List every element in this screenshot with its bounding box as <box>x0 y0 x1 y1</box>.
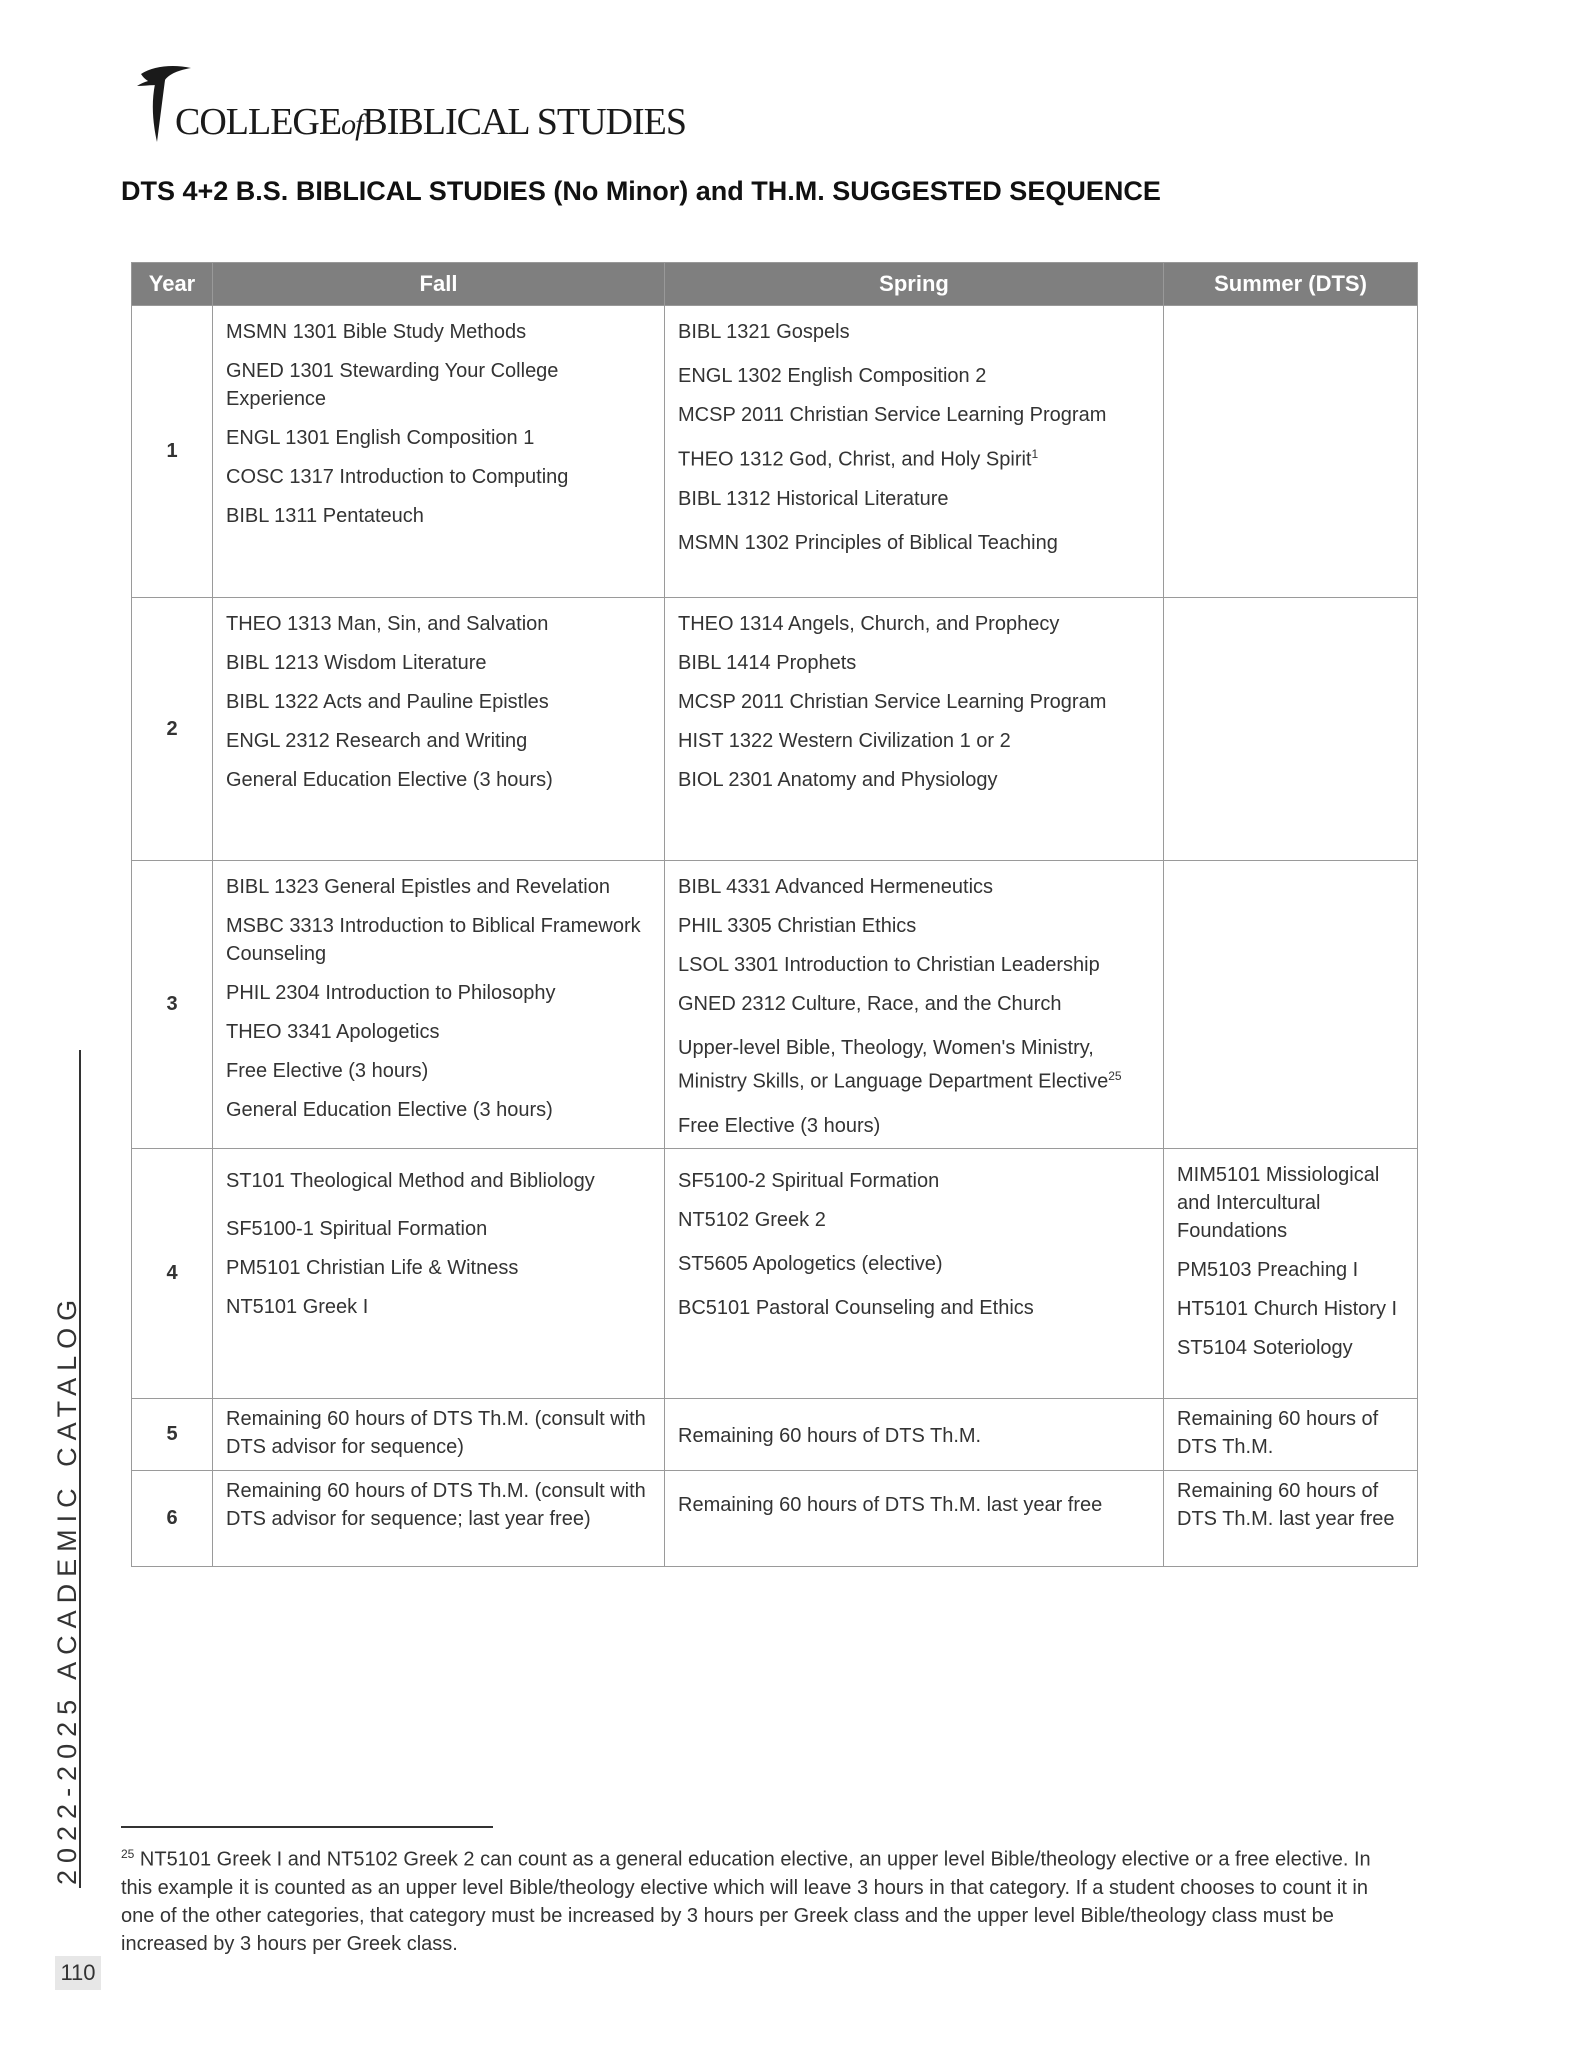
course-item: MCSP 2011 Christian Service Learning Program <box>678 404 1107 426</box>
footnote-text: NT5101 Greek I and NT5102 Greek 2 can count as a general education elective, an upper level Bible/theology elective or a free elective. In this example it is counted as an upper level Bible/theology elective which will leave 3 hours in that category. If a student chooses to count it in one of the other categories, that category must be increased by 3 hours per Greek class and the upper level Bible/theology class must be increased by 3 hours per Greek class. <box>121 1848 1371 1955</box>
course-item: HT5101 Church History I <box>1177 1297 1398 1320</box>
spring-cell <box>665 861 1164 1149</box>
spring-cell <box>665 1148 1164 1398</box>
table-row <box>132 1148 1418 1398</box>
fall-cell <box>213 1398 665 1470</box>
table-row <box>132 598 1418 861</box>
course-item: BIBL 1312 Historical Literature <box>678 487 949 510</box>
course-item: General Education Elective (3 hours) <box>226 769 553 791</box>
header-summer: Summer (DTS) <box>1164 263 1418 306</box>
spring-cell <box>665 1470 1164 1566</box>
page-number: 110 <box>55 1956 101 1990</box>
course-item: MSBC 3313 Introduction to Biblical Framework Counseling <box>226 915 641 965</box>
course-item: MCSP 2011 Christian Service Learning Program <box>678 691 1107 713</box>
course-item: MSMN 1301 Bible Study Methods <box>226 321 527 343</box>
course-item: BIBL 4331 Advanced Hermeneutics <box>678 876 994 898</box>
summer-cell <box>1164 861 1418 1149</box>
year-cell: 2 <box>132 598 213 861</box>
year-cell: 5 <box>132 1398 213 1470</box>
course-item: ENGL 1302 English Composition 2 <box>678 365 987 387</box>
fall-cell <box>213 1470 665 1566</box>
header-year: Year <box>132 263 213 306</box>
spring-cell <box>665 1398 1164 1470</box>
footnote-marker: 25 <box>121 1847 135 1861</box>
year-cell: 3 <box>132 861 213 1149</box>
course-item: BIBL 1414 Prophets <box>678 652 857 674</box>
course-item: SF5100-1 Spiritual Formation <box>226 1217 488 1240</box>
course-item: BIBL 1213 Wisdom Literature <box>226 652 487 674</box>
header-spring: Spring <box>665 263 1164 306</box>
table-row <box>132 861 1418 1149</box>
course-item: BC5101 Pastoral Counseling and Ethics <box>678 1296 1034 1319</box>
course-item: Remaining 60 hours of DTS Th.M. (consult with DTS advisor for sequence) <box>226 1407 646 1458</box>
fall-cell <box>213 861 665 1149</box>
course-item: BIBL 1323 General Epistles and Revelation <box>226 876 610 898</box>
spring-cell <box>665 598 1164 861</box>
summer-cell <box>1164 1148 1418 1398</box>
footnote-ref: 25 <box>1108 1069 1122 1083</box>
course-item: LSOL 3301 Introduction to Christian Leadership <box>678 954 1100 976</box>
summer-cell <box>1164 1470 1418 1566</box>
course-item <box>678 1034 1151 1096</box>
course-item: ENGL 1301 English Composition 1 <box>226 427 535 449</box>
course-item: PHIL 3305 Christian Ethics <box>678 915 917 937</box>
course-item: HIST 1322 Western Civilization 1 or 2 <box>678 730 1011 752</box>
course-text: THEO 1312 God, Christ, and Holy Spirit <box>678 448 1032 471</box>
table-row <box>132 1470 1418 1566</box>
summer-cell <box>1164 1398 1418 1470</box>
year-cell: 1 <box>132 306 213 598</box>
table-row <box>132 1398 1418 1470</box>
course-item <box>678 440 1151 474</box>
course-item: GNED 2312 Culture, Race, and the Church <box>678 993 1062 1015</box>
college-logo <box>135 64 695 144</box>
course-item: Remaining 60 hours of DTS Th.M. last year free <box>678 1493 1103 1516</box>
year-cell: 4 <box>132 1148 213 1398</box>
sequence-table <box>131 262 1418 1567</box>
catalog-label: 2022-2025 ACADEMIC CATALOG <box>52 1292 82 1885</box>
course-item: THEO 1313 Man, Sin, and Salvation <box>226 613 549 635</box>
course-item: General Education Elective (3 hours) <box>226 1099 553 1121</box>
course-item: BIBL 1321 Gospels <box>678 321 850 343</box>
fall-cell <box>213 306 665 598</box>
footnote <box>121 1840 1371 1958</box>
fall-cell <box>213 598 665 861</box>
logo-name-rest: BIBLICAL STUDIES <box>362 101 686 143</box>
course-item: GNED 1301 Stewarding Your College Experience <box>226 360 559 410</box>
course-item: ST101 Theological Method and Bibliology <box>226 1169 595 1192</box>
course-item: ST5104 Soteriology <box>1177 1336 1353 1359</box>
course-item: MIM5101 Missiological and Intercultural Foundations <box>1177 1163 1380 1242</box>
logo-name-main: COLLEGE <box>175 101 342 143</box>
table-row <box>132 306 1418 598</box>
course-item: ST5605 Apologetics (elective) <box>678 1252 943 1275</box>
summer-cell <box>1164 306 1418 598</box>
table-header-row <box>132 263 1418 306</box>
course-item: Free Elective (3 hours) <box>226 1060 429 1082</box>
course-item: Remaining 60 hours of DTS Th.M. (consult with DTS advisor for sequence; last year free) <box>226 1479 646 1530</box>
summer-cell <box>1164 598 1418 861</box>
page-title: DTS 4+2 B.S. BIBLICAL STUDIES (No Minor) and TH.M. SUGGESTED SEQUENCE <box>121 176 1161 206</box>
course-item: NT5101 Greek I <box>226 1295 369 1318</box>
course-item: PM5103 Preaching I <box>1177 1258 1359 1281</box>
footnote-rule <box>121 1826 493 1828</box>
header-fall: Fall <box>213 263 665 306</box>
course-item: THEO 3341 Apologetics <box>226 1021 440 1043</box>
logo-name-of: of <box>341 108 363 141</box>
course-item: SF5100-2 Spiritual Formation <box>678 1169 940 1192</box>
course-item: BIOL 2301 Anatomy and Physiology <box>678 769 998 791</box>
course-text: Upper-level Bible, Theology, Women's Ministry, Ministry Skills, or Language Department Elective <box>678 1037 1109 1093</box>
course-item: Remaining 60 hours of DTS Th.M. last year free <box>1177 1479 1395 1530</box>
course-item: NT5102 Greek 2 <box>678 1208 826 1231</box>
course-item: ENGL 2312 Research and Writing <box>226 730 528 752</box>
footnote-ref: 1 <box>1031 447 1039 461</box>
year-cell: 6 <box>132 1470 213 1566</box>
course-item: BIBL 1322 Acts and Pauline Epistles <box>226 691 549 713</box>
course-item: PM5101 Christian Life & Witness <box>226 1256 519 1279</box>
course-item: COSC 1317 Introduction to Computing <box>226 466 569 488</box>
course-item: Remaining 60 hours of DTS Th.M. <box>1177 1407 1379 1458</box>
spring-cell <box>665 306 1164 598</box>
course-item: Free Elective (3 hours) <box>678 1114 881 1137</box>
course-item: PHIL 2304 Introduction to Philosophy <box>226 982 556 1004</box>
logo-wordmark <box>175 100 686 144</box>
course-item: Remaining 60 hours of DTS Th.M. <box>678 1425 982 1448</box>
course-item: MSMN 1302 Principles of Biblical Teaching <box>678 531 1058 554</box>
fall-cell <box>213 1148 665 1398</box>
course-item: BIBL 1311 Pentateuch <box>226 505 424 527</box>
course-item: THEO 1314 Angels, Church, and Prophecy <box>678 613 1060 635</box>
